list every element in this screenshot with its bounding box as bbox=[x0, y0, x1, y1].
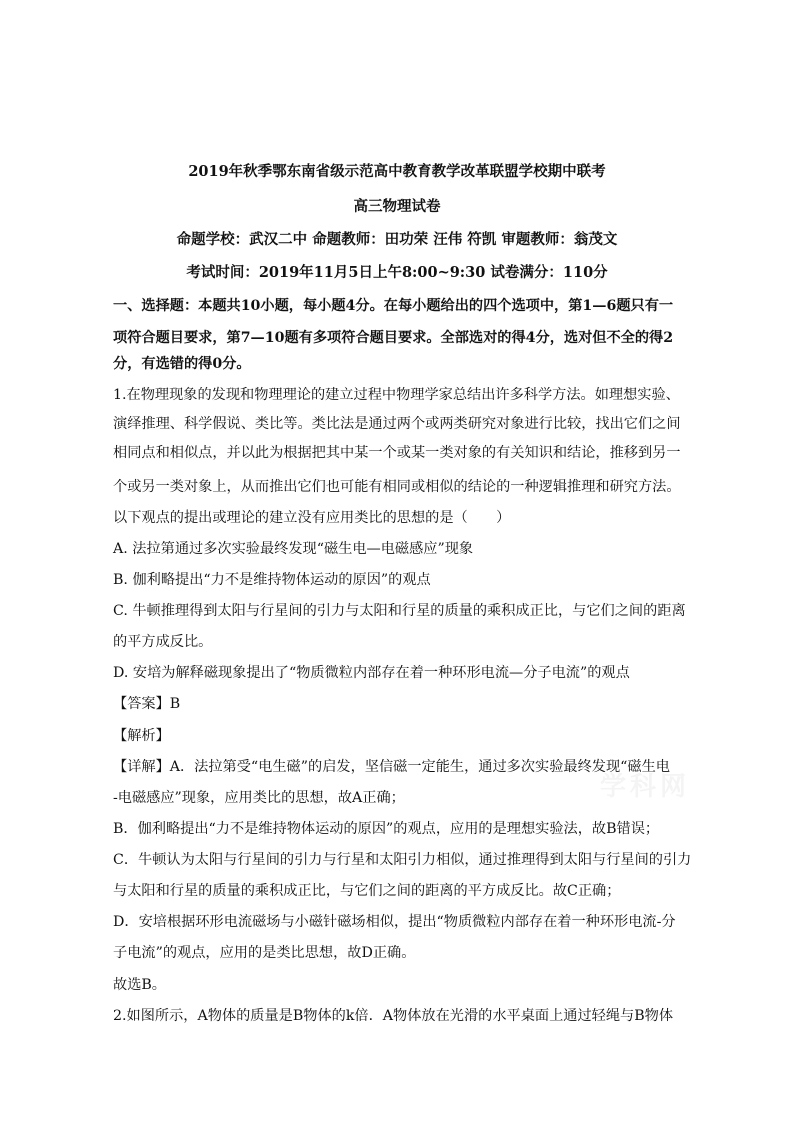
watermark: 学科网 bbox=[600, 772, 691, 802]
exam-authors: 命题学校：武汉二中 命题教师：田功荣 汪伟 符凯 审题教师：翁茂文 bbox=[176, 231, 618, 248]
section-instructions-line: 分，有选错的得0分。 bbox=[113, 356, 251, 372]
question1-option-d: D. 安培为解释磁现象提出了“物质微粒内部存在着一种环形电流—分子电流”的观点 bbox=[113, 665, 630, 681]
section-instructions-line: 项符合题目要求，第7—10题有多项符合题目要求。全部选对的得4分，选对但不全的得2 bbox=[113, 330, 674, 346]
question1-option-b: B. 伽利略提出“力不是维持物体运动的原因”的观点 bbox=[113, 572, 431, 588]
question1-answer: 【答案】B bbox=[113, 696, 181, 712]
question1-detail-line: C．牛顿认为太阳与行星间的引力与行星和太阳引力相似，通过推理得到太阳与行星间的引力 bbox=[113, 852, 692, 868]
question1-stem-line: 演绎推理、科学假说、类比等。类比法是通过两个或两类研究对象进行比较，找出它们之间 bbox=[113, 416, 681, 432]
question1-stem-line: 1.在物理现象的发现和物理理论的建立过程中物理学家总结出许多科学方法。如理想实验、 bbox=[113, 387, 680, 403]
question1-detail-line: 与太阳和行星的质量的乘积成正比，与它们之间的距离的平方成反比。故C正确； bbox=[113, 883, 621, 899]
question1-option-c: C. 牛顿推理得到太阳与行星间的引力与太阳和行星的质量的乘积成正比，与它们之间的距离 bbox=[113, 603, 686, 619]
question1-detail-line: D．安培根据环形电流磁场与小磁针磁场相似，提出“物质微粒内部存在着一种环形电流-分 bbox=[113, 914, 676, 930]
section-instructions-line: 一、选择题：本题共10小题，每小题4分。在每小题给出的四个选项中，第1—6题只有一 bbox=[113, 298, 674, 314]
question1-detail-line: 子电流”的观点，应用的是类比思想，故D正确。 bbox=[113, 945, 416, 961]
question1-detail-line: -电磁感应”现象，应用类比的思想，故A正确； bbox=[113, 790, 405, 806]
question1-detail-line: B．伽利略提出“力不是维持物体运动的原因”的观点，应用的是理想实验法，故B错误； bbox=[113, 821, 660, 837]
question1-stem-line: 个或另一类对象上，从而推出它们也可能有相同或相似的结论的一种逻辑推理和研究方法。 bbox=[113, 479, 681, 495]
question2-stem-line: 2.如图所示，A物体的质量是B物体的k倍．A物体放在光滑的水平桌面上通过轻绳与B物体 bbox=[113, 1008, 674, 1024]
question1-stem-line: 以下观点的提出或理论的建立没有应用类比的思想的是（ ） bbox=[113, 510, 511, 526]
question1-option-c-cont: 的平方成反比。 bbox=[113, 634, 213, 650]
exam-subtitle: 高三物理试卷 bbox=[353, 198, 441, 215]
question1-detail-line: 故选B。 bbox=[113, 977, 166, 993]
question1-option-a: A. 法拉第通过多次实验最终发现“磁生电—电磁感应”现象 bbox=[113, 541, 474, 557]
question1-stem-line: 相同点和相似点，并以此为根据把其中某一个或某一类对象的有关知识和结论，推移到另一 bbox=[113, 445, 681, 461]
question1-analysis-label: 【解析】 bbox=[113, 728, 170, 744]
question1-detail-line: 【详解】A．法拉第受“电生磁”的启发，坚信磁一定能生，通过多次实验最终发现“磁生电 bbox=[113, 759, 670, 775]
exam-info: 考试时间：2019年11月5日上午8:00~9:30 试卷满分：110分 bbox=[186, 264, 608, 281]
exam-title: 2019年秋季鄂东南省级示范高中教育教学改革联盟学校期中联考 bbox=[188, 163, 606, 180]
